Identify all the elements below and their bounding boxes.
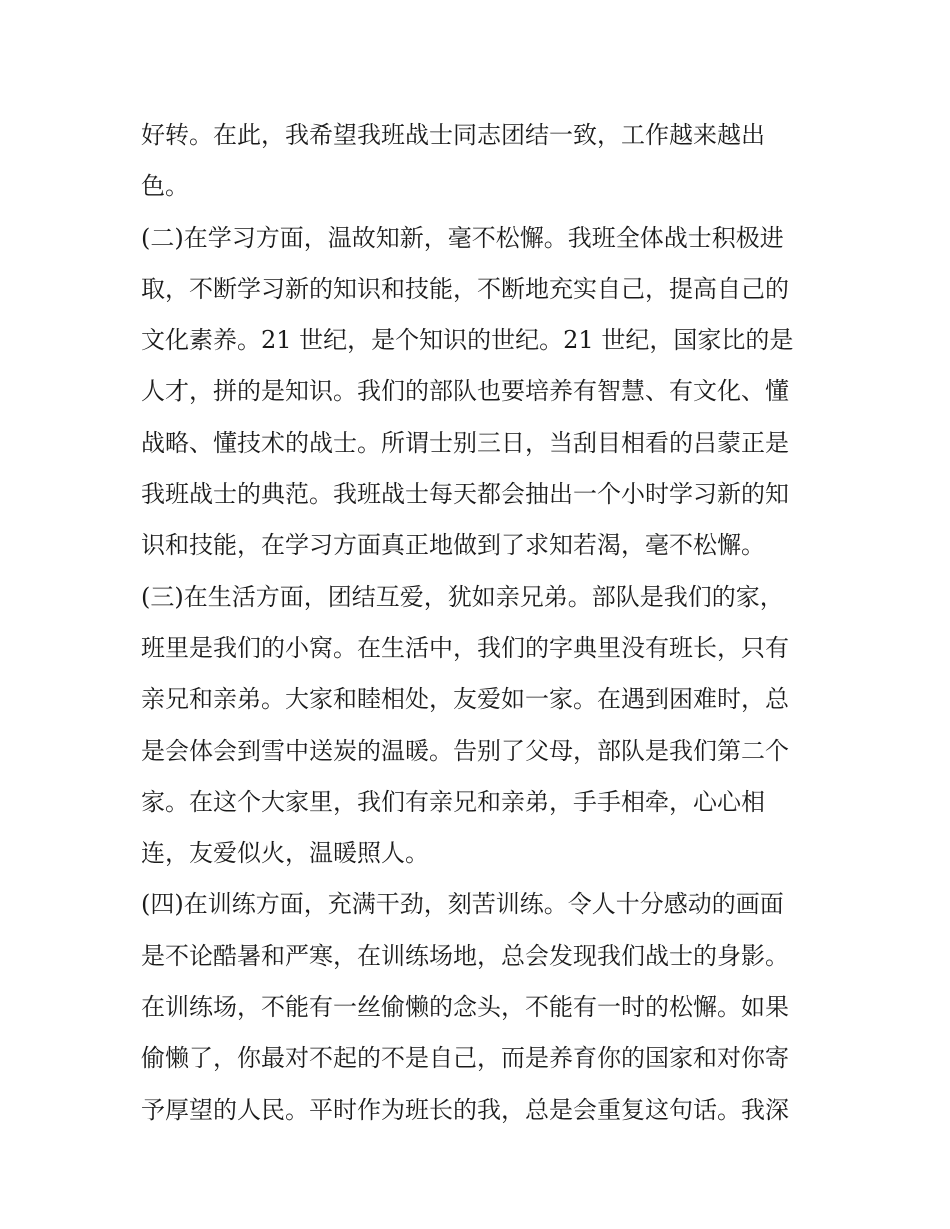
text-line: 予厚望的人民。平时作为班长的我，总是会重复这句话。我深: [141, 1095, 789, 1124]
text-line: (三)在生活方面，团结互爱，犹如亲兄弟。部队是我们的家，: [141, 582, 784, 611]
text-line: (四)在训练方面，充满干劲，刻苦训练。令人十分感动的画面: [141, 890, 784, 919]
text-line: 识和技能，在学习方面真正地做到了求知若渴，毫不松懈。: [141, 531, 765, 560]
text-line: 是不论酷暑和严寒，在训练场地，总会发现我们战士的身影。: [141, 941, 789, 970]
text-line: 连，友爱似火，温暖照人。: [141, 839, 429, 868]
text-line: 好转。在此，我希望我班战士同志团结一致，工作越来越出: [141, 121, 765, 149]
text-line: 是会体会到雪中送炭的温暖。告别了父母，部队是我们第二个: [141, 736, 789, 765]
text-line: 战略、懂技术的战士。所谓士别三日，当刮目相看的吕蒙正是: [141, 428, 789, 457]
text-line: 在训练场，不能有一丝偷懒的念头，不能有一时的松懈。如果: [141, 993, 789, 1022]
text-line: 偷懒了，你最对不起的不是自己，而是养育你的国家和对你寄: [141, 1044, 789, 1073]
text-line: 色。: [141, 172, 189, 201]
body-text: [141, 110, 831, 1136]
text-line: 亲兄和亲弟。大家和睦相处，友爱如一家。在遇到困难时，总: [141, 685, 789, 714]
text-line: 取，不断学习新的知识和技能，不断地充实自己，提高自己的: [141, 274, 789, 303]
text-line: 我班战士的典范。我班战士每天都会抽出一个小时学习新的知: [141, 480, 789, 509]
text-line: 家。在这个大家里，我们有亲兄和亲弟，手手相牵，心心相: [141, 787, 765, 816]
text-line: 人才，拼的是知识。我们的部队也要培养有智慧、有文化、懂: [141, 377, 789, 406]
text-line: 文化素养。21 世纪，是个知识的世纪。21 世纪，国家比的是: [141, 326, 794, 355]
text-line: (二)在学习方面，温故知新，毫不松懈。我班全体战士积极进: [141, 223, 784, 252]
text-line: 班里是我们的小窝。在生活中，我们的字典里没有班长，只有: [141, 633, 789, 662]
